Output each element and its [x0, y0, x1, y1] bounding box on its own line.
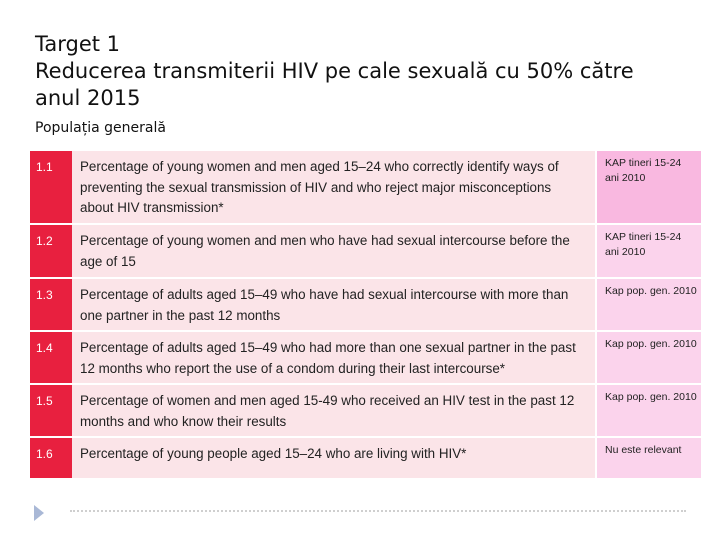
table-row: [30, 151, 701, 224]
table-row: [30, 437, 701, 479]
indicators-table: [30, 151, 701, 480]
slide-title: [35, 31, 675, 112]
indicator-description: Percentage of adults aged 15–49 who have had sexual intercourse with more than one partner in the past 12 months: [72, 278, 596, 331]
dotted-divider: [70, 510, 686, 512]
indicator-source: KAP tineri 15-24 ani 2010: [596, 224, 701, 278]
indicator-number: 1.4: [30, 331, 72, 384]
indicator-description: Percentage of adults aged 15–49 who had more than one sexual partner in the past 12 months who report the use of a condom during their last intercourse*: [72, 331, 596, 384]
table-row: [30, 224, 701, 278]
indicator-number: 1.5: [30, 384, 72, 437]
title-line-1: Target 1: [35, 32, 121, 56]
bullet-arrow-icon: [34, 505, 44, 521]
indicator-description: Percentage of young people aged 15–24 who are living with HIV*: [72, 437, 596, 479]
indicator-source: Kap pop. gen. 2010: [596, 384, 701, 437]
table-row: [30, 384, 701, 437]
indicator-number: 1.1: [30, 151, 72, 224]
title-line-2: Reducerea transmiterii HIV pe cale sexuală cu 50% către anul 2015: [35, 59, 634, 110]
table-row: [30, 331, 701, 384]
indicator-source: Kap pop. gen. 2010: [596, 278, 701, 331]
indicator-source: Nu este relevant: [596, 437, 701, 479]
indicator-source: KAP tineri 15-24 ani 2010: [596, 151, 701, 224]
indicator-source: Kap pop. gen. 2010: [596, 331, 701, 384]
slide-subtitle: Populația generală: [35, 120, 166, 136]
table-row: [30, 278, 701, 331]
indicator-number: 1.2: [30, 224, 72, 278]
indicator-description: Percentage of women and men aged 15-49 who received an HIV test in the past 12 months and who know their results: [72, 384, 596, 437]
indicator-number: 1.6: [30, 437, 72, 479]
indicator-number: 1.3: [30, 278, 72, 331]
indicator-description: Percentage of young women and men who have had sexual intercourse before the age of 15: [72, 224, 596, 278]
indicator-description: Percentage of young women and men aged 15–24 who correctly identify ways of preventing the sexual transmission of HIV and who reject major misconceptions about HIV transmission*: [72, 151, 596, 224]
